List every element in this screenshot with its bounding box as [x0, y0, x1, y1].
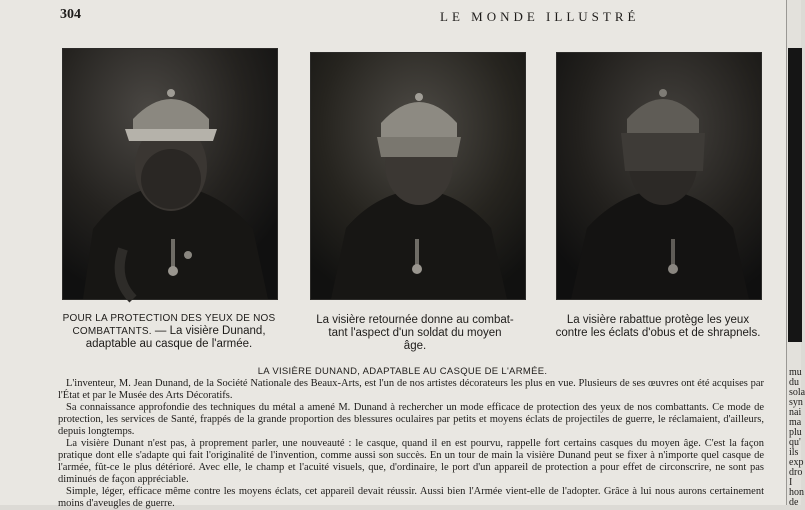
adjacent-page-strip: [786, 0, 805, 508]
side-line: hon: [789, 487, 804, 498]
page-number: 304: [60, 7, 81, 22]
side-line: du: [789, 377, 799, 388]
side-line: dro: [789, 467, 803, 478]
caption-left-line2: [54, 325, 284, 338]
side-line: ma: [789, 417, 802, 428]
caption-right-line1: La visière rabattue protège les yeux: [566, 314, 750, 326]
caption-middle: [300, 314, 530, 353]
caption-left-line3: adaptable au casque de l'armée.: [85, 338, 253, 350]
article-paragraph-2: Sa connaissance approfondie des techniques du métal a amené M. Dunand à rechercher un mode efficace de protection des yeux de nos combattants. Ce mode de protection, les services de Santé, frappés de la grande proportion des blessures oculaires par petits et moyens éclats de projectiles de guerre, le réclamaient, d'ailleurs, depuis longtemps.: [58, 402, 764, 437]
side-line: I: [789, 477, 793, 488]
photo-visor-reversed: [310, 52, 526, 300]
side-line: exp: [789, 457, 804, 468]
article-paragraph-4: Simple, léger, efficace même contre les moyens éclats, cet appareil devait réussir. Aussi bien l'Armée vient-elle de l'adopter. Grâce à lui nous aurons certainement moins d'aveugles de guerre.: [58, 486, 764, 509]
photo-visor-lowered: [556, 52, 762, 300]
soldier-photo-left: [63, 49, 277, 299]
journal-title: LE MONDE ILLUSTRÉ: [440, 9, 640, 24]
caption-left-line1: POUR LA PROTECTION DES YEUX DE NOS: [62, 313, 276, 324]
side-line: sola: [789, 387, 805, 398]
caption-right: [540, 314, 776, 340]
soldier-photo-right: [557, 53, 761, 299]
side-line: ils: [789, 447, 799, 458]
side-line: plu: [789, 427, 802, 438]
caption-middle-line2: tant l'aspect d'un soldat du moyen: [328, 327, 502, 339]
side-line: de: [789, 497, 799, 508]
adjacent-photo-fragment: [788, 48, 802, 342]
caption-middle-line3: âge.: [403, 340, 427, 352]
soldier-photo-middle: [311, 53, 525, 299]
caption-middle-line1: La visière retournée donne au combat-: [316, 314, 514, 326]
photo-visor-raised: [62, 48, 278, 300]
side-line: nai: [789, 407, 802, 418]
article-title: LA VISIÈRE DUNAND, ADAPTABLE AU CASQUE DE L'ARMÉE.: [257, 366, 548, 377]
article-paragraph-3: La visière Dunant n'est pas, à proprement parler, une nouveauté : le casque, quand il en est pourvu, rappelle fort certains casques du moyen âge. C'est la façon pratique dont elle s'adapte qui fait l'originalité de l'invention, comme aussi son succès. En un tour de main la visière Dunand peut se fixer à n'importe quel casque de l'armée, fût-ce le plus détérioré. Avec elle, le champ et l'acuité visuels, que, d'ordinaire, le port d'un appareil de protection a pour effet de circonscrire, ne sont pas diminués de façon appréciable.: [58, 438, 764, 485]
article-body: [58, 378, 764, 510]
side-line: mu: [789, 367, 802, 378]
caption-left-rest: — La visière Dunand,: [151, 325, 266, 337]
side-line: syn: [789, 397, 803, 408]
caption-left: [54, 312, 284, 351]
caption-right-line2: contre les éclats d'obus et de shrapnels.: [555, 327, 761, 339]
side-line: qu': [789, 437, 801, 448]
article-paragraph-1: L'inventeur, M. Jean Dunand, de la Société Nationale des Beaux-Arts, est l'un de nos artistes décorateurs les plus en vue. Plusieurs de ses œuvres ont été acquises par l'État et par le Musée des Arts Décoratifs.: [58, 378, 764, 401]
caption-left-lead: COMBATTANTS.: [72, 326, 152, 337]
